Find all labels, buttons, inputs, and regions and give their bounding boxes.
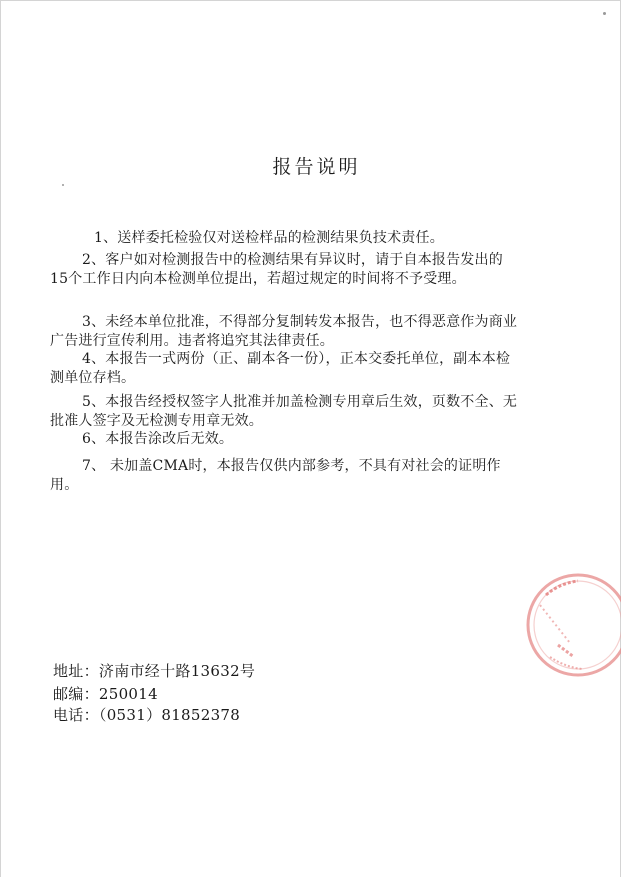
scan-edge-top xyxy=(0,0,621,1)
page-title: 报告说明 xyxy=(272,156,361,178)
official-seal-stamp xyxy=(510,565,621,695)
note-paragraph-6: 6、本报告涂改后无效。 xyxy=(82,431,234,447)
contact-address: 地址：济南市经十路13632号 xyxy=(53,662,256,680)
note-paragraph-4: 4、本报告一式两份（正、副本各一份），正本交委托单位，副本本检测单位存档。 xyxy=(50,351,511,386)
note-paragraph-5: 5、本报告经授权签字人批准并加盖检测专用章后生效，页数不全、无批准人签字及无检测专用章无效。 xyxy=(50,394,518,429)
scan-edge-left xyxy=(0,0,1,877)
scan-speck xyxy=(62,184,64,186)
note-paragraph-3: 3、未经本单位批准，不得部分复制转发本报告，也不得恶意作为商业广告进行宣传利用。违者将追究其法律责任。 xyxy=(50,314,518,349)
contact-postcode: 邮编：250014 xyxy=(53,685,158,703)
note-paragraph-2: 2、客户如对检测报告中的检测结果有异议时，请于自本报告发出的15个工作日内向本检测单位提出，若超过规定的时间将不予受理。 xyxy=(50,252,503,287)
note-paragraph-7: 7、 未加盖CMA时，本报告仅供内部参考，不具有对社会的证明作用。 xyxy=(50,458,501,493)
contact-phone: 电话：（0531）81852378 xyxy=(53,706,241,724)
scan-speck xyxy=(603,12,606,15)
note-paragraph-1: 1、送样委托检验仅对送检样品的检测结果负技术责任。 xyxy=(94,230,444,246)
